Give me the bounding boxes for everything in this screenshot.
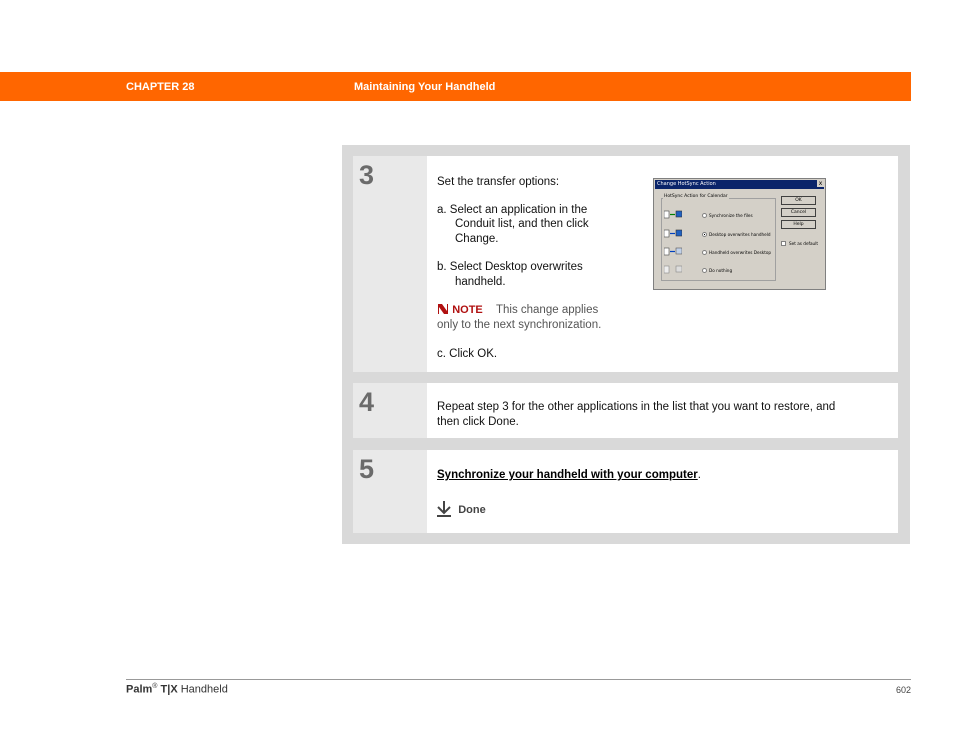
- do-nothing-icon: [664, 265, 682, 274]
- cancel-button[interactable]: Cancel: [781, 208, 816, 217]
- change-hotsync-dialog: [653, 178, 826, 290]
- ok-button[interactable]: OK: [781, 196, 816, 205]
- done-indicator: [437, 501, 486, 518]
- step-number-cell: [353, 450, 427, 533]
- step-number: 4: [359, 387, 375, 417]
- synchronize-link[interactable]: Synchronize your handheld with your computer: [437, 469, 698, 481]
- footer-rule: [126, 679, 911, 680]
- option-label-2: Desktop overwrites handheld: [709, 232, 771, 237]
- dialog-title: Change HotSync Action: [655, 180, 824, 189]
- done-label: Done: [458, 504, 486, 516]
- option-label-3: Handheld overwrites Desktop: [709, 250, 772, 255]
- radio-option-4[interactable]: [702, 268, 707, 273]
- help-button[interactable]: Help: [781, 220, 816, 229]
- sync-arrow-icon: [664, 210, 682, 219]
- step-3-note: [437, 303, 598, 318]
- chapter-label: CHAPTER 28: [126, 81, 195, 93]
- set-default-label: Set as default: [789, 241, 819, 246]
- radio-option-3[interactable]: [702, 250, 707, 255]
- chapter-title: Maintaining Your Handheld: [354, 81, 496, 93]
- step-3-intro: Set the transfer options:: [437, 176, 560, 188]
- footer-brand: Palm: [126, 683, 153, 696]
- step-5: [353, 450, 898, 533]
- step-4: [353, 383, 898, 438]
- done-arrow-icon: [437, 501, 451, 517]
- desktop-icon: [664, 229, 682, 238]
- step-3-item-a: a. Select an application in the: [437, 204, 588, 216]
- dialog-group-label: HotSync Action for Calendar: [664, 194, 728, 199]
- link-suffix: .: [697, 469, 701, 481]
- palm-icon: [664, 247, 682, 256]
- step-4-line-2: then click Done.: [437, 416, 519, 428]
- step-number-cell: [353, 156, 427, 372]
- footer-product-name: Handheld: [180, 683, 228, 696]
- note-icon: [437, 303, 449, 315]
- footer-reg: ®: [152, 683, 158, 690]
- note-line-2: only to the next synchronization.: [437, 319, 602, 331]
- step-number: 5: [359, 454, 375, 484]
- step-number-cell: [353, 383, 427, 438]
- step-3-item-b-cont: handheld.: [455, 276, 506, 288]
- step-5-sync-line: [437, 468, 701, 483]
- footer-model: T|X: [160, 683, 178, 696]
- option-label-4: Do nothing: [709, 268, 733, 273]
- option-label-1: Synchronize the files: [709, 213, 753, 218]
- page-number: 602: [895, 685, 911, 695]
- step-3-item-c: c. Click OK.: [437, 348, 498, 360]
- step-3-item-a-cont2: Change.: [455, 233, 499, 245]
- step-3-item-a-cont: Conduit list, and then click: [455, 218, 589, 230]
- note-line-1: This change applies: [495, 304, 599, 316]
- step-3-item-b: b. Select Desktop overwrites: [437, 261, 583, 273]
- step-number: 3: [359, 160, 375, 190]
- note-tag: NOTE: [452, 304, 483, 316]
- footer-product: [126, 683, 228, 696]
- radio-option-2[interactable]: [702, 232, 707, 237]
- close-icon[interactable]: x: [818, 180, 823, 187]
- set-default-checkbox[interactable]: [781, 241, 786, 246]
- radio-option-1[interactable]: [702, 213, 707, 218]
- step-4-line-1: Repeat step 3 for the other applications in the list that you want to restore, and: [437, 401, 836, 413]
